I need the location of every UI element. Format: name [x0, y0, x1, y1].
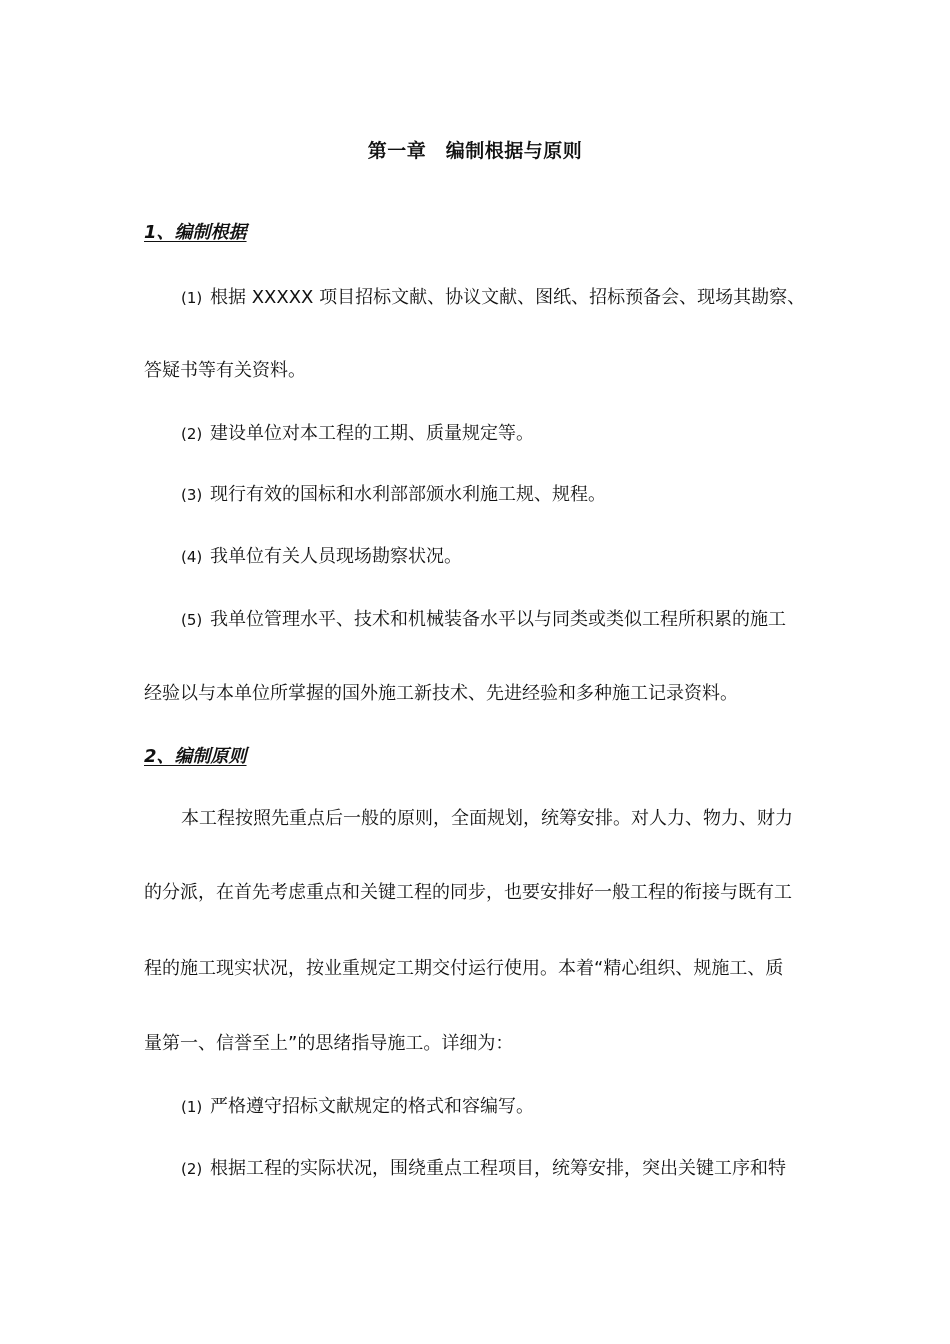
- principles-item-1: [181, 1094, 534, 1120]
- section-heading-basis: 1、编制根据: [144, 222, 247, 243]
- item-number: (5): [181, 611, 203, 629]
- item-number: (1): [181, 1098, 203, 1116]
- item-text: 我单位管理水平、技术和机械装备水平以与同类或类似工程所积累的施工: [209, 609, 786, 630]
- item-number: (1): [181, 289, 203, 307]
- principles-paragraph-line-1: 本工程按照先重点后一般的原则，全面规划，统筹安排。对人力、物力、财力: [181, 808, 793, 829]
- basis-item-1-continuation: 答疑书等有关资料。: [144, 360, 306, 381]
- item-text: 现行有效的国标和水利部部颁水利施工规、规程。: [209, 484, 606, 505]
- principles-item-2: [181, 1156, 786, 1182]
- basis-item-5-continuation: 经验以与本单位所掌握的国外施工新技术、先进经验和多种施工记录资料。: [144, 683, 738, 704]
- item-number: (2): [181, 1160, 203, 1178]
- item-number: (3): [181, 486, 203, 504]
- basis-item-5: [181, 607, 786, 633]
- chapter-title: 第一章 编制根据与原则: [367, 140, 583, 162]
- principles-paragraph-line-4: 量第一、信誉至上”的思绪指导施工。详细为：: [144, 1033, 514, 1054]
- item-text: 根据 XXXXX 项目招标文献、协议文献、图纸、招标预备会、现场其勘察、: [209, 287, 806, 308]
- principles-paragraph-line-2: 的分派，在首先考虑重点和关键工程的同步，也要安排好一般工程的衔接与既有工: [144, 882, 792, 903]
- section-heading-principles: 2、编制原则: [144, 746, 247, 767]
- basis-item-3: [181, 482, 606, 508]
- item-text: 我单位有关人员现场勘察状况。: [209, 546, 462, 567]
- item-text: 根据工程的实际状况，围绕重点工程项目，统筹安排，突出关键工序和特: [209, 1158, 786, 1179]
- principles-paragraph-line-3: 程的施工现实状况，按业重规定工期交付运行使用。本着“精心组织、规施工、质: [144, 958, 784, 979]
- item-number: (2): [181, 425, 203, 443]
- basis-item-2: [181, 421, 534, 447]
- item-text: 严格遵守招标文献规定的格式和容编写。: [209, 1096, 534, 1117]
- item-text: 建设单位对本工程的工期、质量规定等。: [209, 423, 534, 444]
- basis-item-4: [181, 544, 462, 570]
- basis-item-1: [181, 285, 805, 311]
- item-number: (4): [181, 548, 203, 566]
